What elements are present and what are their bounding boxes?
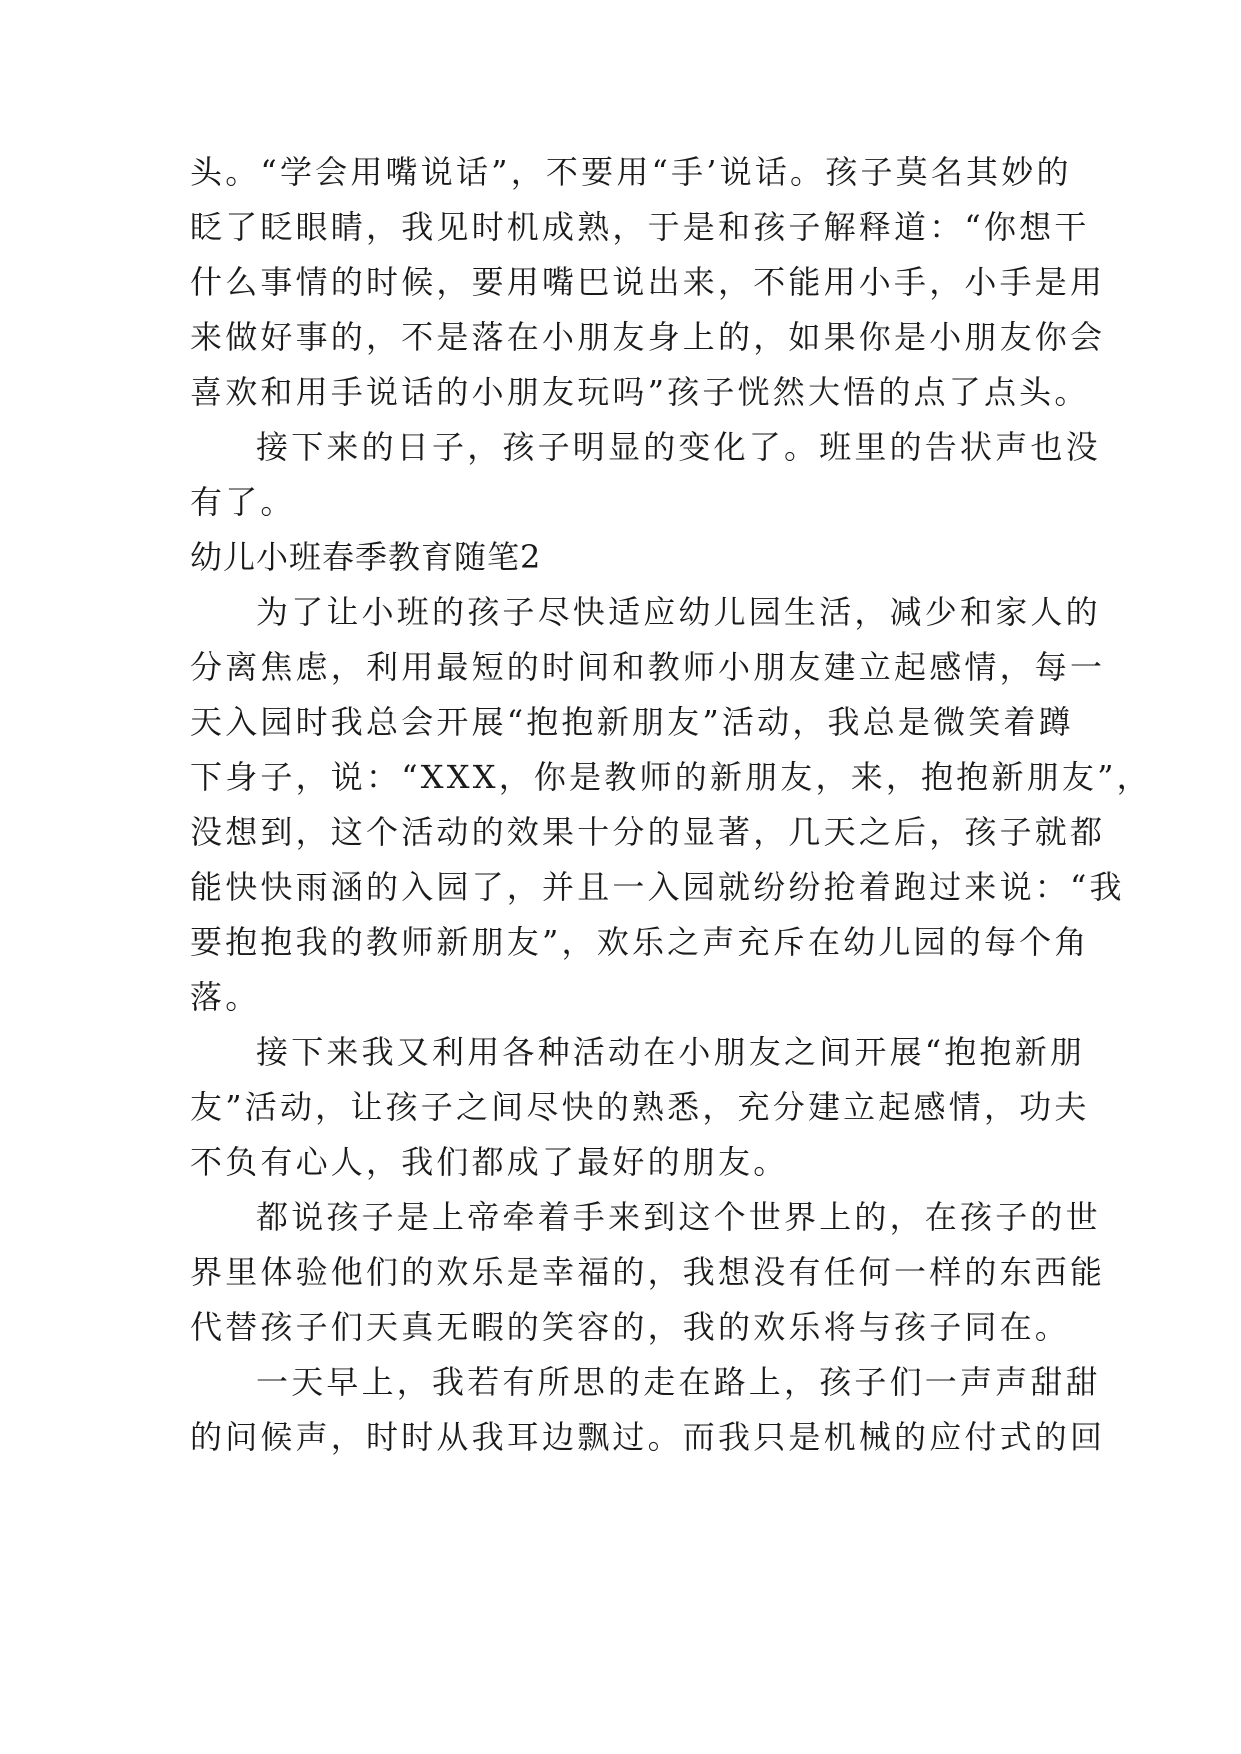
text-line: 能快快雨涵的入园了，并且一入园就纷纷抢着跑过来说：“我 — [190, 868, 1125, 906]
text-line: 界里体验他们的欢乐是幸福的，我想没有任何一样的东西能 — [190, 1253, 1106, 1291]
section-heading: 幼儿小班春季教育随笔2 — [190, 538, 542, 576]
text-line: 头。“学会用嘴说话”，不要用“手’说话。孩子莫名其妙的 — [190, 153, 1072, 191]
text-line: 分离焦虑，利用最短的时间和教师小朋友建立起感情，每一 — [190, 648, 1106, 686]
text-line: 没想到，这个活动的效果十分的显著，几天之后，孩子就都 — [190, 813, 1106, 851]
paragraph-first-line: 接下来我又利用各种活动在小朋友之间开展“抱抱新朋 — [256, 1033, 1086, 1071]
text-line: 代替孩子们天真无暇的笑容的，我的欢乐将与孩子同在。 — [190, 1308, 1071, 1346]
text-line: 落。 — [190, 978, 261, 1016]
text-line: 眨了眨眼睛，我见时机成熟，于是和孩子解释道：“你想干 — [190, 208, 1090, 246]
paragraph-first-line: 都说孩子是上帝牵着手来到这个世界上的，在孩子的世 — [256, 1198, 1101, 1236]
text-line: 的问候声，时时从我耳边飘过。而我只是机械的应付式的回 — [190, 1418, 1106, 1456]
text-line: 什么事情的时候，要用嘴巴说出来，不能用小手，小手是用 — [190, 263, 1106, 301]
text-line: 喜欢和用手说话的小朋友玩吗”孩子恍然大悟的点了点头。 — [190, 373, 1090, 411]
paragraph-first-line: 为了让小班的孩子尽快适应幼儿园生活，减少和家人的 — [256, 593, 1101, 631]
text-line: 有了。 — [190, 483, 296, 521]
text-line: 要抱抱我的教师新朋友”，欢乐之声充斥在幼儿园的每个角 — [190, 923, 1090, 961]
text-line: 天入园时我总会开展“抱抱新朋友”活动，我总是微笑着蹲 — [190, 703, 1074, 741]
text-line: 友”活动，让孩子之间尽快的熟悉，充分建立起感情，功夫 — [190, 1088, 1090, 1126]
paragraph-first-line: 一天早上，我若有所思的走在路上，孩子们一声声甜甜 — [256, 1363, 1101, 1401]
text-line: 不负有心人，我们都成了最好的朋友。 — [190, 1143, 789, 1181]
paragraph-first-line: 接下来的日子，孩子明显的变化了。班里的告状声也没 — [256, 428, 1101, 466]
text-line: 来做好事的，不是落在小朋友身上的，如果你是小朋友你会 — [190, 318, 1106, 356]
text-line: 下身子，说：“XXX，你是教师的新朋友，来，抱抱新朋友”， — [190, 758, 1152, 796]
